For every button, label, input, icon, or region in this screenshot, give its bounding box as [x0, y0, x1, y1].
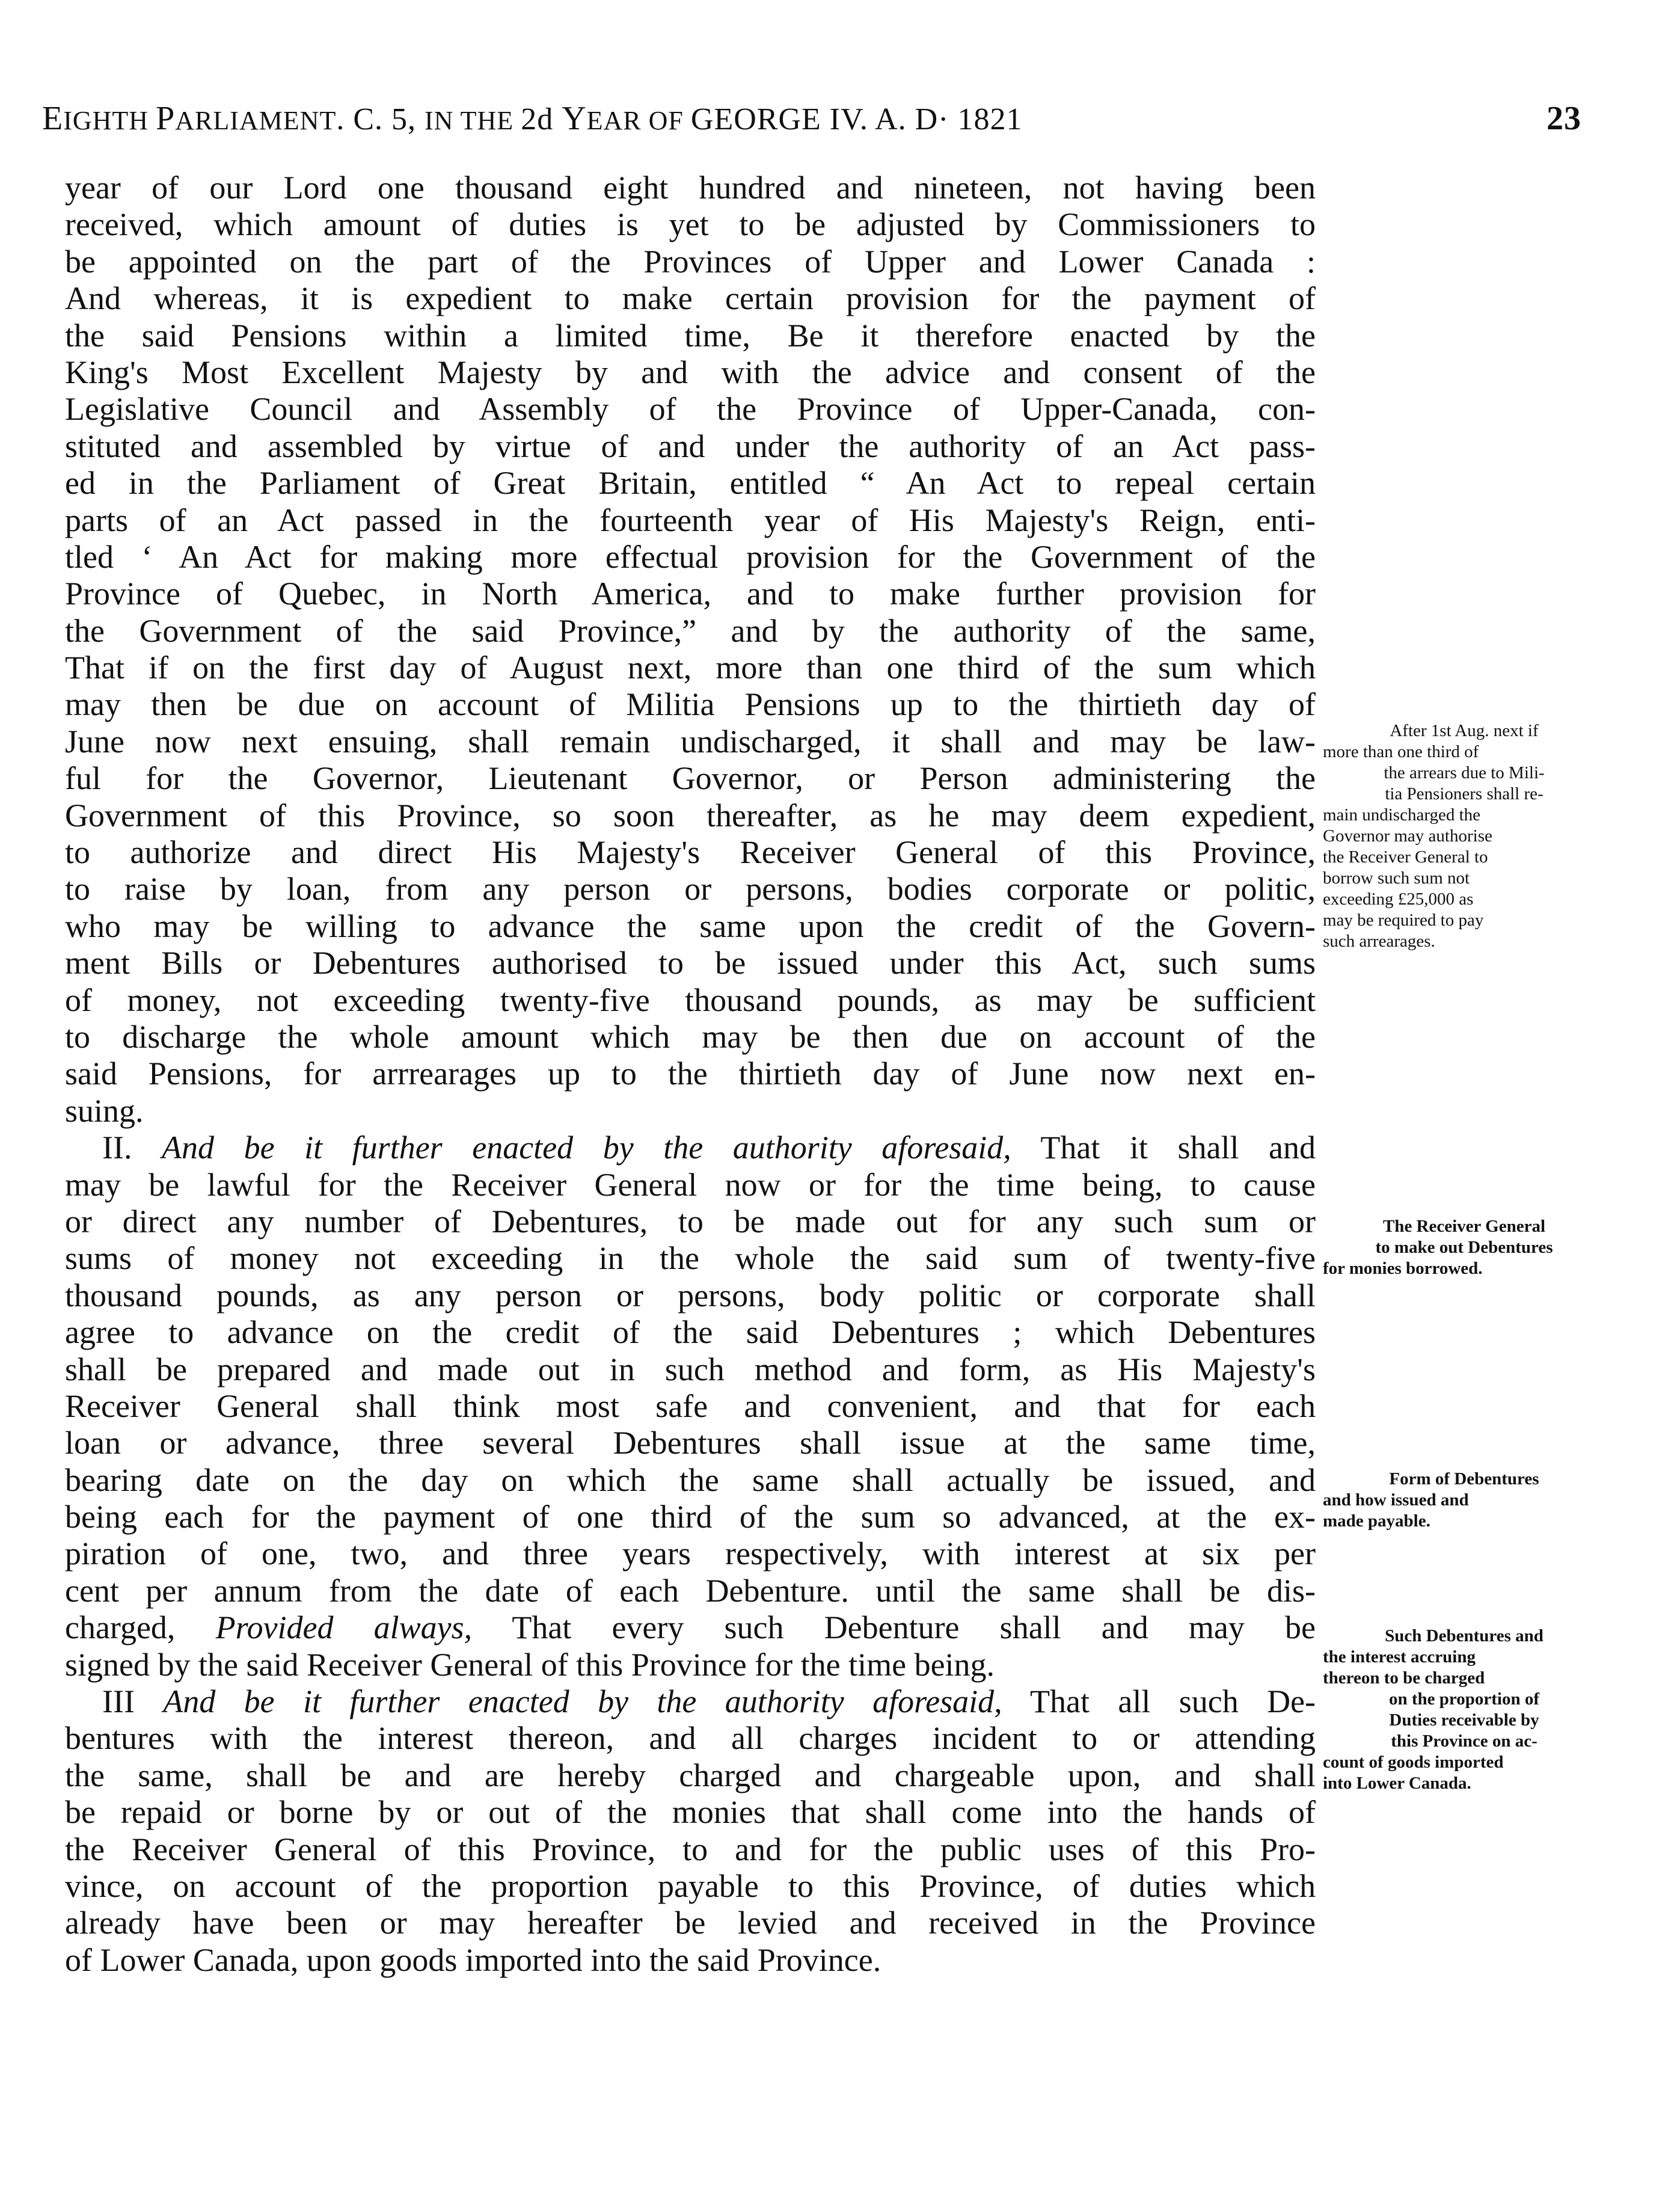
text-line: ful for the Governor, Lieutenant Governor, or Person administering the	[65, 760, 1316, 797]
running-head-part: P	[156, 100, 176, 137]
text-line: King's Most Excellent Majesty by and with the advice and consent of the	[65, 354, 1316, 390]
note-line: Form of Debentures	[1389, 1469, 1539, 1489]
page-number: 23	[1547, 100, 1581, 137]
text-line: being each for the payment of one third of the sum so advanced, at the ex-	[65, 1499, 1316, 1535]
proviso-line	[65, 1609, 1316, 1646]
enacting-clause: And be it further enacted by the authority aforesaid,	[163, 1683, 1002, 1720]
text-line: may be lawful for the Receiver General now or for the time being, to cause	[65, 1166, 1316, 1203]
text-line: bearing date on the day on which the same shall actually be issued, and	[65, 1461, 1316, 1498]
text-line: said Pensions, for arrrearages up to the thirtieth day of June now next en-	[65, 1055, 1316, 1092]
text-line: the Government of the said Province,” and by the authority of the same,	[65, 612, 1316, 649]
note-line: Such Debentures and	[1385, 1626, 1544, 1645]
text-line: parts of an Act passed in the fourteenth year of His Majesty's Reign, enti-	[65, 502, 1316, 538]
text-line: already have been or may hereafter be levied and received in the Province	[65, 1905, 1316, 1941]
note-line: the Receiver General to	[1323, 847, 1488, 867]
running-head-title	[42, 99, 1022, 138]
text-line: to authorize and direct His Majesty's Receiver General of this Province,	[65, 834, 1316, 871]
text-fragment: That it shall and	[1040, 1129, 1316, 1166]
note-line: may be required to pay	[1323, 911, 1484, 930]
section-3-first-line	[65, 1683, 1316, 1720]
text-line: may then be due on account of Militia Pensions up to the thirtieth day of	[65, 686, 1316, 723]
text-line: to discharge the whole amount which may be then due on account of the	[65, 1018, 1316, 1055]
margin-note-form-of-debentures	[1323, 1469, 1605, 1532]
text-line: of Lower Canada, upon goods imported into the said Province.	[65, 1941, 881, 1978]
text-line: the same, shall be and are hereby charged and chargeable upon, and shall	[65, 1757, 1316, 1793]
text-line: cent per annum from the date of each Debenture. until the same shall be dis-	[65, 1572, 1316, 1609]
text-line: the Receiver General of this Province, to and for the public uses of this Pro-	[65, 1831, 1316, 1867]
running-head-part: ARLIAMENT	[175, 106, 337, 135]
note-line: and how issued and	[1323, 1490, 1469, 1510]
note-line: the interest accruing	[1323, 1647, 1476, 1667]
note-line: count of goods imported	[1323, 1753, 1504, 1772]
note-line: for monies borrowed.	[1323, 1259, 1483, 1278]
text-line: stituted and assembled by virtue of and under the authority of an Act pass-	[65, 428, 1316, 464]
running-head-part: Y	[562, 100, 587, 137]
section-number: III	[102, 1683, 135, 1720]
text-line: of money, not exceeding twenty-five thousand pounds, as may be sufficient	[65, 982, 1316, 1018]
section-number: II.	[102, 1129, 132, 1166]
text-line: ment Bills or Debentures authorised to be issued under this Act, such sums	[65, 945, 1316, 982]
text-line: signed by the said Receiver General of this Province for the time being.	[65, 1646, 995, 1683]
note-line: this Province on ac-	[1391, 1731, 1537, 1751]
text-line: Government of this Province, so soon thereafter, as he may deem expedient,	[65, 797, 1316, 834]
proviso-clause: Provided always,	[215, 1609, 473, 1646]
margin-note-militia-pensions	[1323, 721, 1605, 952]
text-line: That if on the first day of August next, more than one third of the sum which	[65, 650, 1316, 686]
note-line: main undischarged the	[1323, 805, 1481, 825]
note-line: exceeding £25,000 as	[1323, 890, 1474, 909]
margin-note-receiver-general	[1323, 1216, 1605, 1279]
running-head-part: . C. 5,	[336, 102, 425, 137]
text-line: Province of Quebec, in North America, and to make further provision for	[65, 576, 1316, 612]
text-fragment: charged,	[65, 1609, 176, 1646]
text-fragment: That every such Debenture shall and may be	[512, 1609, 1316, 1646]
text-line: be repaid or borne by or out of the monies that shall come into the hands of	[65, 1794, 1316, 1831]
section-2-first-line	[65, 1129, 1316, 1166]
text-line: vince, on account of the proportion payable to this Province, of duties which	[65, 1867, 1316, 1904]
text-line: Legislative Council and Assembly of the Province of Upper-Canada, con-	[65, 391, 1316, 428]
note-line: to make out Debentures	[1375, 1238, 1553, 1257]
running-head-part: IGHTH	[63, 106, 156, 135]
text-line: June now next ensuing, shall remain undischarged, it shall and may be law-	[65, 723, 1316, 760]
enacting-clause: And be it further enacted by the authority aforesaid,	[162, 1129, 1011, 1166]
text-line: or direct any number of Debentures, to be made out for any such sum or	[65, 1203, 1316, 1240]
text-line: suing.	[65, 1092, 144, 1129]
note-line: the arrears due to Mili-	[1384, 763, 1545, 782]
note-line: Duties receivable by	[1389, 1710, 1539, 1730]
note-line: such arrearages.	[1323, 932, 1435, 951]
text-line: the said Pensions within a limited time, Be it therefore enacted by the	[65, 317, 1316, 354]
statute-text	[65, 170, 1316, 1979]
text-line: be appointed on the part of the Provinces of Upper and Lower Canada :	[65, 243, 1316, 280]
text-line: ed in the Parliament of Great Britain, entitled “ An Act to repeal certain	[65, 465, 1316, 502]
text-fragment: That all such De-	[1030, 1683, 1316, 1720]
note-line: on the proportion of	[1388, 1689, 1539, 1709]
note-line: into Lower Canada.	[1323, 1774, 1471, 1793]
note-line: After 1st Aug. next if	[1390, 721, 1539, 740]
running-head	[42, 99, 1581, 147]
text-line: tled ‘ An Act for making more effectual provision for the Government of the	[65, 538, 1316, 575]
note-line: thereon to be charged	[1323, 1668, 1485, 1688]
text-line: loan or advance, three several Debentures shall issue at the same time,	[65, 1425, 1316, 1461]
text-line: shall be prepared and made out in such method and form, as His Majesty's	[65, 1351, 1316, 1387]
text-line: sums of money not exceeding in the whole the said sum of twenty-five	[65, 1240, 1316, 1277]
text-line: to raise by loan, from any person or persons, bodies corporate or politic,	[65, 871, 1316, 908]
text-line: piration of one, two, and three years respectively, with interest at six per	[65, 1535, 1316, 1572]
text-line: thousand pounds, as any person or persons, body politic or corporate shall	[65, 1277, 1316, 1314]
text-line: bentures with the interest thereon, and all charges incident to or attending	[65, 1720, 1316, 1757]
text-line: received, which amount of duties is yet to be adjusted by Commissioners to	[65, 206, 1316, 243]
running-head-part: IN THE	[425, 106, 521, 135]
text-line: who may be willing to advance the same upon the credit of the Govern-	[65, 908, 1316, 944]
note-line: borrow such sum not	[1323, 868, 1470, 888]
note-line: tia Pensioners shall re-	[1385, 784, 1544, 804]
note-line: more than one third of	[1323, 742, 1479, 761]
running-head-part: GEORGE IV. A. D· 1821	[690, 102, 1023, 137]
running-head-part: E	[42, 100, 64, 137]
margin-note-debentures-charged	[1323, 1626, 1605, 1794]
text-line: And whereas, it is expedient to make certain provision for the payment of	[65, 280, 1316, 317]
running-head-part: 2d	[521, 102, 562, 137]
running-head-part: EAR OF	[586, 106, 691, 135]
note-line: Governor may authorise	[1323, 826, 1492, 846]
text-line: year of our Lord one thousand eight hundred and nineteen, not having been	[65, 170, 1316, 206]
note-line: The Receiver General	[1382, 1217, 1546, 1236]
text-line: agree to advance on the credit of the said Debentures ; which Debentures	[65, 1314, 1316, 1351]
text-line: Receiver General shall think most safe and convenient, and that for each	[65, 1387, 1316, 1424]
note-line: made payable.	[1323, 1511, 1430, 1531]
